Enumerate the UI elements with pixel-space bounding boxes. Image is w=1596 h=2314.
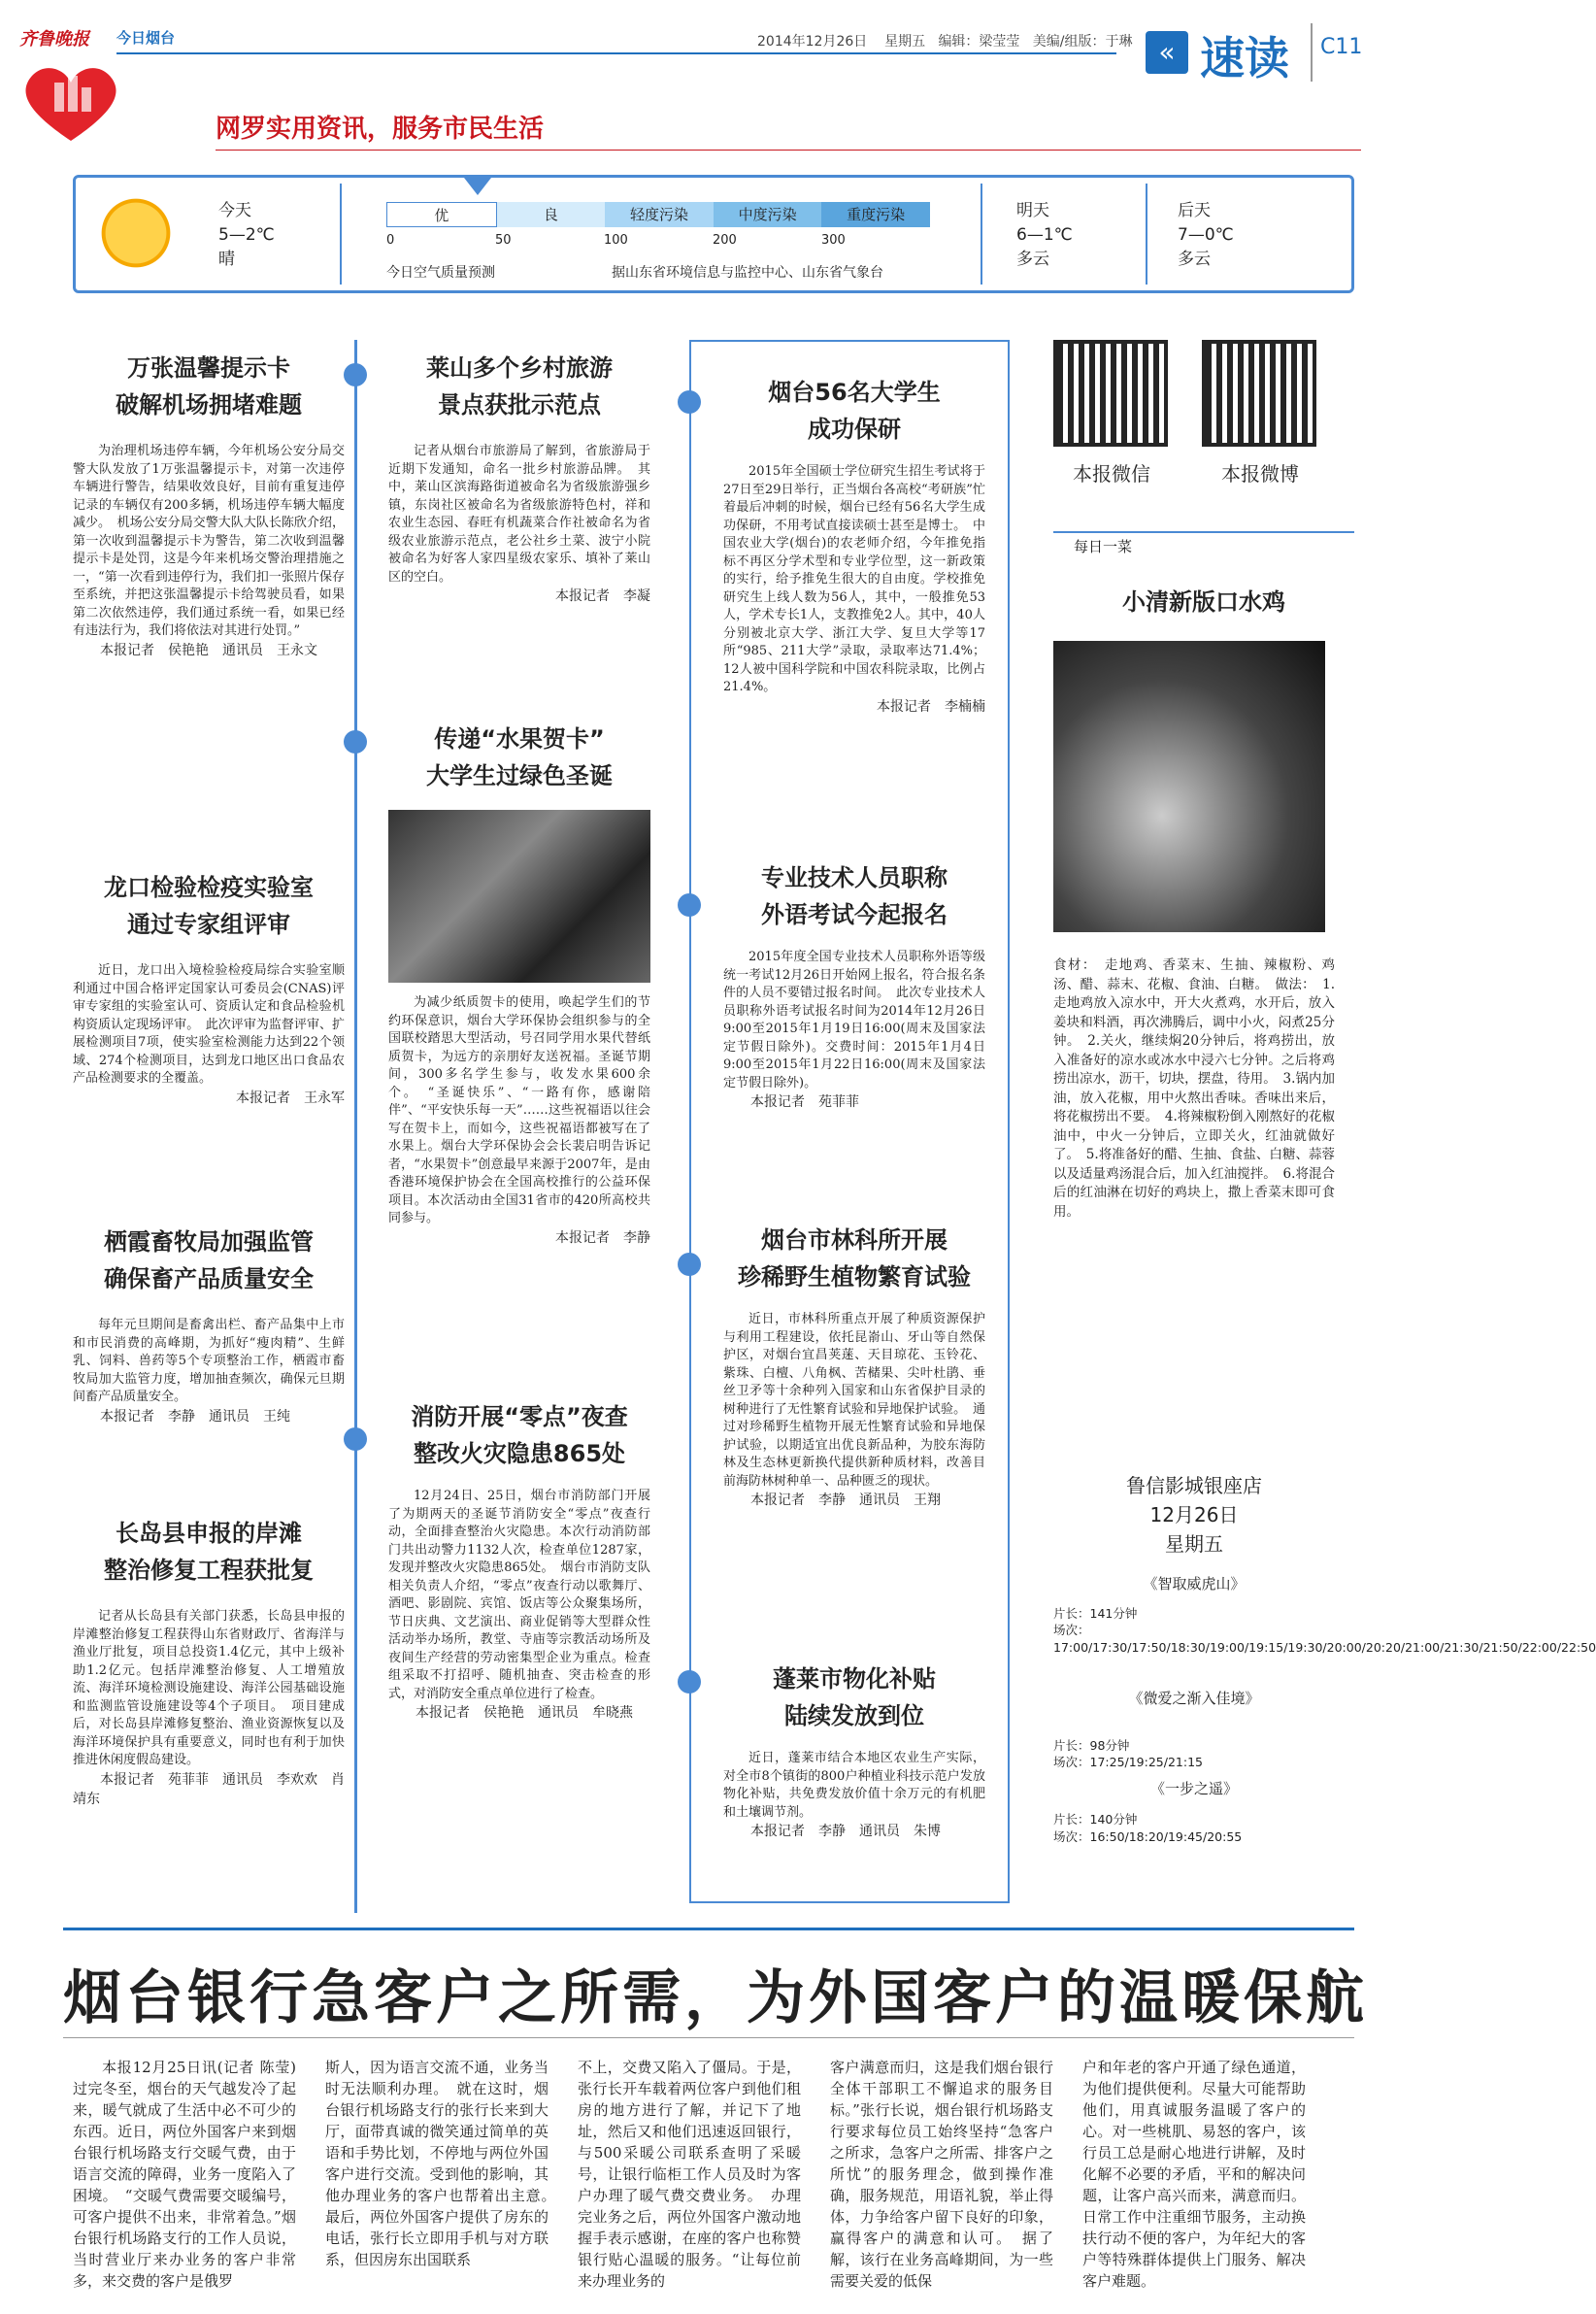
banner-column: 不上，交费又陷入了僵局。于是，张行长开车载着两位客户到他们租房的地方进行了解，并记下了地址，然后又和他们迅速返回银行，与500采暖公司联系查明了采暖号，让银行临柜工作人员及时为客户办理了暖气费交费业务。 办理完业务之后，两位外国客户激动地握手表示感谢，在座的客户也称赞银行贴心温暖的服务。“让每位前来办理业务的 — [578, 2059, 801, 2290]
article-title: 景点获批示范点 — [438, 391, 601, 419]
logo-heart-icon — [17, 58, 124, 146]
daily-dish-label: 每日一菜 — [1068, 536, 1138, 556]
movie-list — [1053, 1568, 1596, 1845]
dish-photo — [1053, 641, 1325, 932]
aqi-level: 良 — [497, 202, 606, 227]
weather-divider — [340, 184, 342, 285]
article-title: 消防开展“零点”夜查 — [411, 1403, 628, 1430]
article-byline: 本报记者 苑菲菲 通讯员 李欢欢 肖靖东 — [73, 1771, 345, 1807]
aqi-level: 中度污染 — [714, 202, 822, 227]
banner-column: 户和年老的客户开通了绿色通道，为他们提供便利。尽量大可能帮助他们，用真诚服务温暖了客户的心。对一些桃肌、易怒的客户，该行员工总是耐心地进行讲解，及时化解不必要的矛盾，平和的解决问题，让客户高兴而来，满意而归。日常工作中注重细节服务，主动换扶行动不便的客户，为年纪大的客户等特殊群体提供上门服务、解决客户难题。 — [1082, 2059, 1306, 2290]
header-rule — [116, 52, 1116, 54]
article-byline: 本报记者 李凝 — [555, 588, 650, 604]
article-body: 2015年全国硕士学位研究生招生考试将于27日至29日举行，正当烟台各高校“考研族”忙着最后冲刺的时候，烟台已经有56名大学生成功保研，不用考试直接读硕士甚至是博士。 中国农业大学(烟台)的农老师介绍，今年推免指标不再区分学术型和专业学位型，这一新政策的实行，给予推免生很大的自由度。学校推免研究生上线人数为56人，其中，一般推免53人，学术专长1人，支教推免2人。其中，40人分别被北京大学、浙江大学、复旦大学等17所“985、211大学”录取，录取率达71.4%；12人被中国科学院和中国农科院录取，比例占21.4%。 — [723, 464, 985, 694]
today-temp: 5—2℃ — [218, 225, 275, 245]
article-title: 陆续发放到位 — [784, 1702, 924, 1729]
movie-times: 场次：17:00/17:30/17:50/18:30/19:00/19:15/19:30/20:00/20:20/21:00/21:30/21:50/22:00/22:50 — [1053, 1623, 1596, 1655]
article-title: 珍稀野生植物繁育试验 — [738, 1263, 971, 1291]
movie-length: 片长：98分钟 — [1053, 1737, 1130, 1753]
students-photo — [388, 810, 650, 983]
timeline-dot — [344, 730, 367, 754]
tomorrow-temp: 6—1℃ — [1016, 225, 1073, 245]
article-title: 蓬莱市物化补贴 — [773, 1665, 936, 1693]
article-body: 12月24日、25日，烟台市消防部门开展了为期两天的圣诞节消防安全“零点”夜查行动，全面排查整治火灾隐患。本次行动消防部门共出动警力1132人次，检查单位1287家，发现并整改火灾隐患865处。 烟台市消防支队相关负责人介绍，“零点”夜查行动以歌舞厅、酒吧、影剧院、宾馆、饭店等公众聚集场所，节日庆典、文艺演出、商业促销等大型群众性活动举办场所，教堂、寺庙等宗教活动场所及夜间生产经营的劳动密集型企业为重点。检查组采取不打招呼、随机抽查、突击检查的形式，对消防安全重点单位进行了检查。 — [388, 1489, 650, 1701]
article — [723, 374, 985, 717]
section-rule — [1053, 531, 1354, 533]
article-title: 长岛县申报的岸滩 — [116, 1520, 302, 1547]
article-byline: 本报记者 李静 通讯员 王翔 — [750, 1492, 941, 1508]
article-title: 万张温馨提示卡 — [127, 354, 290, 382]
chevron-left-icon: « — [1146, 31, 1188, 74]
banner-column: 斯人，因为语言交流不通，业务当时无法顺利办理。 就在这时，烟台银行机场路支行的张行长来到大厅，面带真诚的微笑通过简单的英语和手势比划，不停地与两位外国客户进行交流。受到他的影响，其他办理业务的客户也帮着出主意。 最后，两位外国客户提供了房东的电话，张行长立即用手机与对方联系，但因房东出国联系 — [325, 2059, 564, 2268]
article-body: 为治理机场违停车辆，今年机场公安分局交警大队发放了1万张温馨提示卡，对第一次违停车辆进行警告，结果收效良好，目前有重复违停记录的车辆仅有200多辆，机场违停车辆大幅度减少。 机场公安分局交警大队大队长陈欣介绍，第一次收到温馨提示卡为警告，第二次收到温馨提示卡是处罚，这是今年来机场交警治理措施之一，“第一次看到违停行为，我们扣一张照片保存至系统，并把这张温馨提示卡给驾驶员看，如果第二次依然违停，我们通过系统一看，如果已经有违法行为，我们将依法对其进行处罚。” — [73, 444, 345, 638]
weather-today — [218, 199, 275, 272]
article — [388, 721, 650, 1248]
article-body: 2015年度全国专业技术人员职称外语等级统一考试12月26日开始网上报名，符合报名条件的人员不要错过报名时间。 此次专业技术人员职称外语考试报名时间为2014年12月26日9:00至2015年1月19日16:00(周末及国家法定节假日除外)。交费时间：2015年1月4日9:00至2015年1月22日16:00(周末及国家法定节假日除外)。 — [723, 950, 985, 1090]
article-body: 为减少纸质贺卡的使用，唤起学生们的节约环保意识，烟台大学环保协会组织参与的全国联校踏思大型活动，号召同学用水果代替纸质贺卡，为远方的亲朋好友送祝福。圣诞节期间，300多名学生参与，收发水果600余个。 “圣诞快乐”、“一路有你，感谢陪伴”、“平安快乐每一天”……这些祝福语以往会写在贺卡上，而如今，这些祝福语都被写在了水果上。烟台大学环保协会会长裴启明告诉记者，“水果贺卡”创意最早来源于2007年，是由香港环境保护协会在全国高校推行的公益环保项目。本次活动由全国31省市的420所高校共同参与。 — [388, 995, 650, 1225]
article-byline: 本报记者 侯艳艳 通讯员 牟晓燕 — [416, 1705, 633, 1721]
article — [73, 869, 345, 1108]
movie-times: 场次：17:25/19:25/21:15 — [1053, 1755, 1203, 1769]
editor: 编辑：梁莹莹 — [938, 34, 1020, 50]
article-byline: 本报记者 李静 通讯员 朱博 — [750, 1824, 941, 1839]
article — [723, 859, 985, 1112]
today-sky: 晴 — [218, 250, 235, 269]
article-title: 专业技术人员职称 — [761, 864, 948, 891]
weather-tomorrow — [1016, 199, 1073, 272]
issue-weekday: 星期五 — [884, 34, 926, 50]
article-title: 破解机场拥堵难题 — [116, 391, 302, 419]
article-body: 近日，市林科所重点开展了种质资源保护与利用工程建设，依托昆嵛山、牙山等自然保护区，对烟台宜昌荚蒾、天目琼花、玉铃花、紫珠、白檀、八角枫、苦槠果、尖叶杜鹃、垂丝卫矛等十余种列入国家和山东省保护目录的树种进行了无性繁育试验和异地保护试验。 通过对珍稀野生植物开展无性繁育试验和异地保护试验，以期适宜出优良新品种，为胶东海防林及生态林更新换代提供新种质材料，改善目前海防林树种单一、品种匮乏的现状。 — [723, 1312, 985, 1489]
article-title: 烟台市林科所开展 — [761, 1226, 948, 1254]
article-byline: 本报记者 王永军 — [236, 1090, 345, 1106]
banner-column: 客户满意而归，这是我们烟台银行全体干部职工不懈追求的服务目标。”张行长说，烟台银行机场路支行要求每位员工始终坚持“急客户之所求，急客户之所需、排客户之所忧”的服务理念，做到操作准确，服务规范，用语礼貌，举止得体，力争给客户留下良好的印象，赢得客户的满意和认可。 据了解，该行在业务高峰期间，为一些需要关爱的低保 — [830, 2059, 1053, 2290]
aqi-level: 优 — [386, 202, 497, 227]
article-byline: 本报记者 李静 通讯员 王纯 — [100, 1408, 290, 1425]
article-body: 记者从烟台市旅游局了解到，省旅游局于近期下发通知，命名一批乡村旅游品牌。 其中，莱山区滨海路街道被命名为省级旅游强乡镇，东岗社区被命名为省级旅游特色村，祥和农业生态园、春旺有机蔬菜合作社被命名为省级农业旅游示范点，老公社乡土菜、波宁小院被命名为好客人家四星级农家乐、填补了莱山区的空白。 — [388, 444, 650, 585]
article-title: 整治修复工程获批复 — [104, 1557, 314, 1584]
art-editor: 美编/组版：于琳 — [1032, 34, 1133, 50]
tomorrow-sky: 多云 — [1016, 250, 1049, 269]
aqi-note: 今日空气质量预测 — [386, 265, 495, 281]
newspaper-logo: 齐鲁晚报 — [19, 29, 89, 50]
weather-divider — [981, 184, 982, 285]
aqi-level: 重度污染 — [821, 202, 930, 227]
article — [73, 1224, 345, 1426]
article — [723, 1222, 985, 1510]
article-body: 记者从长岛县有关部门获悉，长岛县申报的岸滩整治修复工程获得山东省财政厅、省海洋与渔业厅批复，项目总投资1.4亿元，其中上级补助1.2亿元。包括岸滩整治修复、人工增殖放流、海洋环境检测设施建设、海洋公园基础设施和监测监管设施建设等4个子项目。 项目建成后，对长岛县岸滩修复整治、渔业资源恢复以及海洋环境保护具有重要意义，同时也有利于加快推进休闲度假岛建设。 — [73, 1609, 345, 1767]
banner-column: 本报12月25日讯(记者 陈莹) 过完冬至，烟台的天气越发冷了起来，暖气就成了生活中必不可少的东西。近日，两位外国客户来到烟台银行机场路支行交暖气费，由于语言交流的障碍，业务一度陷入了困境。 “交暖气费需要交暖编号，可客户提供不出来，非常着急。”烟台银行机场路支行的工作人员说，当时营业厅来办业务的客户非常多，来交费的客户是俄罗 — [73, 2059, 296, 2290]
column-title: 速读 — [1200, 32, 1289, 84]
article-title: 烟台56名大学生 — [768, 379, 941, 406]
movie-name: 《微爱之渐入佳境》 — [1128, 1690, 1260, 1707]
article-byline: 本报记者 侯艳艳 通讯员 王永文 — [100, 642, 317, 658]
after-label: 后天 — [1178, 201, 1211, 220]
article-title: 外语考试今起报名 — [761, 901, 948, 928]
page-number: C11 — [1320, 35, 1363, 59]
tomorrow-label: 明天 — [1016, 201, 1049, 220]
movie-name: 《智取威虎山》 — [1143, 1575, 1246, 1593]
cinema-title: 鲁信影城银座店 — [1126, 1474, 1262, 1497]
article-title: 大学生过绿色圣诞 — [426, 762, 613, 789]
movie-length: 片长：141分钟 — [1053, 1605, 1138, 1621]
issue-date: 2014年12月26日 — [757, 34, 868, 50]
aqi-source: 据山东省环境信息与监控中心、山东省气象台 — [612, 265, 883, 281]
timeline-dot — [678, 390, 701, 414]
weather-after — [1178, 199, 1234, 272]
article-body: 近日，蓬莱市结合本地区农业生产实际，对全市8个镇街的800户种植业科技示范户发放物化补贴，共免费发放价值十余万元的有机肥和土壤调节剂。 — [723, 1751, 985, 1820]
after-sky: 多云 — [1178, 250, 1211, 269]
section-label: 今日烟台 — [116, 29, 176, 47]
article-title: 成功保研 — [808, 416, 901, 443]
article-title: 栖霞畜牧局加强监管 — [104, 1228, 314, 1256]
weibo-qr-code — [1202, 340, 1316, 447]
aqi-scale — [386, 202, 930, 227]
article-byline: 本报记者 苑菲菲 — [750, 1094, 859, 1110]
article-title: 确保畜产品质量安全 — [104, 1265, 314, 1292]
sun-icon — [97, 194, 175, 272]
movie-name: 《一步之遥》 — [1149, 1779, 1238, 1797]
timeline-dot — [678, 1670, 701, 1694]
timeline-line — [354, 340, 357, 1913]
article-title: 传递“水果贺卡” — [434, 725, 605, 753]
article-title: 通过专家组评审 — [127, 911, 290, 938]
banner-divider — [63, 2037, 1354, 2038]
after-temp: 7—0℃ — [1178, 225, 1234, 245]
qr-label: 本报微博 — [1221, 462, 1299, 486]
slogan-rule — [216, 150, 1361, 151]
article-byline: 本报记者 李静 — [555, 1229, 650, 1246]
article-body: 每年元旦期间是畜禽出栏、畜产品集中上市和市民消费的高峰期，为抓好“瘦肉精”、生鲜乳、饲料、兽药等5个专项整治工作，栖霞市畜牧局加大监管力度，增加抽查频次，确保元旦期间畜产品质量安全。 — [73, 1318, 345, 1404]
article-byline: 本报记者 李楠楠 — [877, 698, 985, 715]
timeline-dot — [678, 1253, 701, 1276]
aqi-num: 50 — [495, 233, 512, 248]
aqi-num: 0 — [386, 233, 395, 248]
cinema-weekday: 星期五 — [1165, 1532, 1223, 1556]
page-divider — [1311, 23, 1313, 82]
wechat-qr-code — [1053, 340, 1168, 447]
cinema-block — [1053, 1471, 1335, 1559]
article — [73, 350, 345, 660]
timeline-dot — [344, 363, 367, 386]
aqi-marker-icon — [464, 178, 491, 195]
timeline-dot — [344, 1427, 367, 1451]
article-title: 龙口检验检疫实验室 — [104, 874, 314, 901]
dish-title: 小清新版口水鸡 — [1122, 588, 1285, 616]
header-meta — [757, 31, 1133, 50]
article-title: 莱山多个乡村旅游 — [426, 354, 613, 382]
page-slogan: 网罗实用资讯，服务市民生活 — [216, 115, 545, 144]
recipe-text: 食材： 走地鸡、香菜末、生抽、辣椒粉、鸡汤、醋、蒜末、花椒、食油、白糖。 做法： 1.走地鸡放入凉水中，开大火煮鸡，水开后，放入姜块和料酒，再次沸腾后，调中小火，闷煮25分钟。 2.关火，继续焖20分钟后，将鸡捞出，放入准备好的凉水或冰水中浸六七分钟。之后将鸡捞出凉水，沥干，切块，摆盘，待用。 3.锅内加油，放入花椒，用中火熬出香味。香味出来后，将花椒捞出不要。 4.将辣椒粉倒入刚熬好的花椒油中，中火一分钟后，立即关火，红油就做好了。 5.将准备好的醋、生抽、食盐、白糖、蒜蓉以及适量鸡汤混合后，加入红油搅拌。 6.将混合后的红油淋在切好的鸡块上，撒上香菜末即可食用。 — [1053, 957, 1335, 1220]
article-title: 整改火灾隐患865处 — [413, 1440, 626, 1467]
banner-headline: 烟台银行急客户之所需，为外国客户的温暖保航 — [63, 1964, 1368, 2032]
movie-length: 片长：140分钟 — [1053, 1812, 1138, 1827]
movie-times: 场次：16:50/18:20/19:45/20:55 — [1053, 1828, 1243, 1844]
article — [73, 1515, 345, 1809]
qr-label: 本报微信 — [1073, 462, 1150, 486]
article — [723, 1660, 985, 1841]
today-label: 今天 — [218, 201, 251, 220]
aqi-level: 轻度污染 — [605, 202, 714, 227]
banner-rule — [63, 1928, 1354, 1930]
aqi-num: 200 — [713, 233, 737, 248]
article-body: 近日，龙口出入境检验检疫局综合实验室顺利通过中国合格评定国家认可委员会(CNAS)评审专家组的实验室认可、资质认定和食品检验机构资质认定现场评审。 此次评审为监督评审、扩展检测项目7项，使实验室检测能力达到22个领域、274个检测项目，达到龙口地区出口食品农产品检测要求的全覆盖。 — [73, 963, 345, 1086]
aqi-num: 100 — [604, 233, 628, 248]
weather-divider — [1146, 184, 1147, 285]
cinema-date: 12月26日 — [1149, 1503, 1239, 1526]
timeline-dot — [678, 893, 701, 917]
aqi-num: 300 — [821, 233, 846, 248]
article — [388, 350, 650, 606]
article — [388, 1398, 650, 1723]
